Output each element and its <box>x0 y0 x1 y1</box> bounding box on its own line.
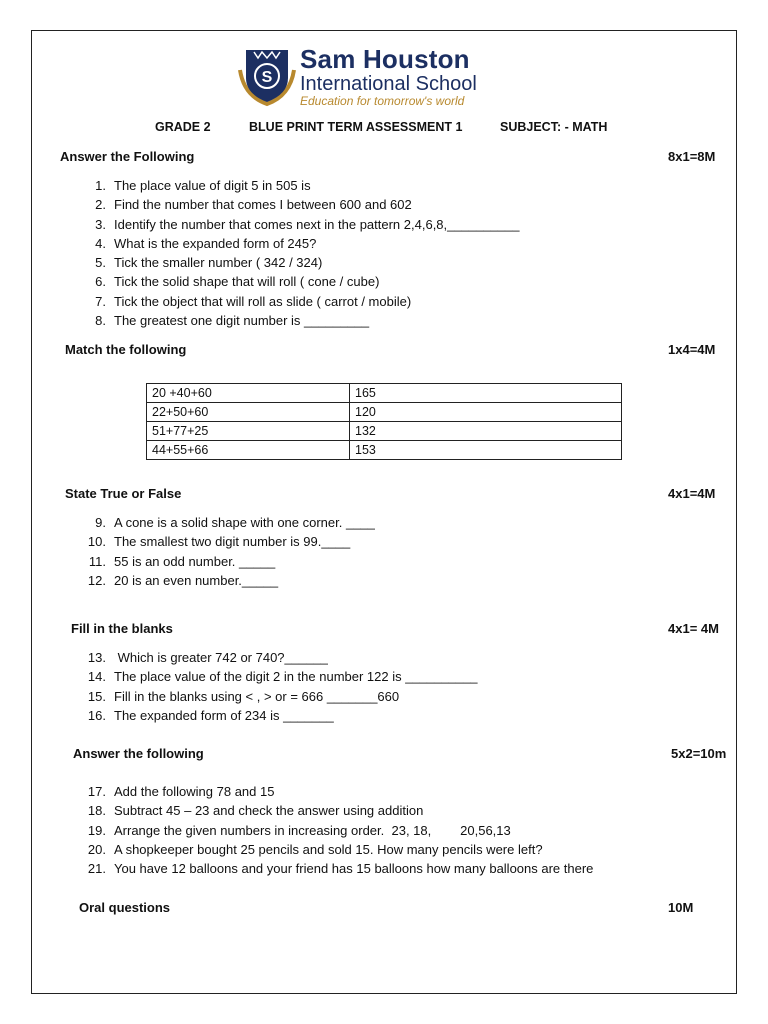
grade-label: GRADE 2 <box>155 120 211 134</box>
match-left-cell: 51+77+25 <box>147 422 350 441</box>
school-logo <box>236 44 516 110</box>
question-item: 21. You have 12 balloons and your friend has 15 balloons how many balloons are there <box>87 861 594 877</box>
section-marks-fill: 4x1= 4M <box>668 621 719 636</box>
match-left-cell: 44+55+66 <box>147 441 350 460</box>
match-left-cell: 20 +40+60 <box>147 384 350 403</box>
question-item: 8. The greatest one digit number is _________ <box>95 313 370 329</box>
question-item: 15. Fill in the blanks using < , > or = 666 _______660 <box>87 688 400 704</box>
question-item: 17. Add the following 78 and 15 <box>87 784 275 799</box>
question-list-fill <box>80 648 478 725</box>
subject-label: SUBJECT: - MATH <box>500 120 608 134</box>
school-tagline: Education for tomorrow's world <box>300 94 465 108</box>
section-marks-match: 1x4=4M <box>668 342 716 357</box>
school-crest-icon <box>236 44 298 110</box>
match-left-cell: 22+50+60 <box>147 403 350 422</box>
question-item: 3. Identify the number that comes next in the pattern 2,4,6,8,__________ <box>95 216 520 232</box>
section-title-answer: Answer the Following <box>60 149 195 164</box>
question-item: 10. The smallest two digit number is 99.____ <box>87 534 351 550</box>
section-title-truefalse: State True or False <box>65 486 182 501</box>
school-name-line2: International School <box>300 73 477 95</box>
table-row <box>147 441 622 460</box>
section-title-oral: Oral questions <box>79 900 171 915</box>
question-list-answer2 <box>80 782 593 878</box>
question-item: 14. The place value of the digit 2 in the number 122 is __________ <box>87 669 478 685</box>
question-item: 4. What is the expanded form of 245? <box>95 235 317 251</box>
question-item: 7. Tick the object that will roll as slide ( carrot / mobile) <box>95 293 412 309</box>
match-table <box>146 383 622 460</box>
match-right-cell: 132 <box>350 422 622 441</box>
question-item: 20. A shopkeeper bought 25 pencils and sold 15. How many pencils were left? <box>87 841 543 857</box>
section-marks-answer2: 5x2=10m <box>671 746 727 761</box>
question-item: 12. 20 is an even number._____ <box>87 572 279 588</box>
question-item: 9. A cone is a solid shape with one corner. ____ <box>95 515 375 530</box>
table-row <box>147 403 622 422</box>
match-right-cell: 165 <box>350 384 622 403</box>
question-item: 11. 55 is an odd number. _____ <box>88 553 276 569</box>
match-right-cell: 153 <box>350 441 622 460</box>
question-item: 16. The expanded form of 234 is _______ <box>87 707 334 723</box>
question-item: 18. Subtract 45 – 23 and check the answer using addition <box>87 803 424 819</box>
question-item: 2. Find the number that comes I between 600 and 602 <box>95 197 412 213</box>
school-name: Sam Houston <box>300 44 470 74</box>
question-item: 5. Tick the smaller number ( 342 / 324) <box>95 255 323 271</box>
table-row <box>147 384 622 403</box>
section-marks-truefalse: 4x1=4M <box>668 486 716 501</box>
question-item: 13. Which is greater 742 or 740?______ <box>87 650 328 665</box>
match-right-cell: 120 <box>350 403 622 422</box>
section-title-answer2: Answer the following <box>73 746 204 761</box>
question-list-answer <box>80 176 519 330</box>
section-title-match: Match the following <box>65 342 187 357</box>
section-marks-answer: 8x1=8M <box>668 149 716 164</box>
section-title-fill: Fill in the blanks <box>71 621 173 636</box>
section-marks-oral: 10M <box>668 900 694 915</box>
question-item: 6. Tick the solid shape that will roll ( cone / cube) <box>95 274 380 290</box>
question-list-truefalse <box>80 513 375 590</box>
question-item: 19. Arrange the given numbers in increasing order. 23, 18, 20,56,13 <box>87 822 511 838</box>
svg-text:S: S <box>261 69 273 86</box>
assessment-title: BLUE PRINT TERM ASSESSMENT 1 <box>249 120 463 134</box>
question-item: 1. The place value of digit 5 in 505 is <box>95 178 311 193</box>
table-row <box>147 422 622 441</box>
